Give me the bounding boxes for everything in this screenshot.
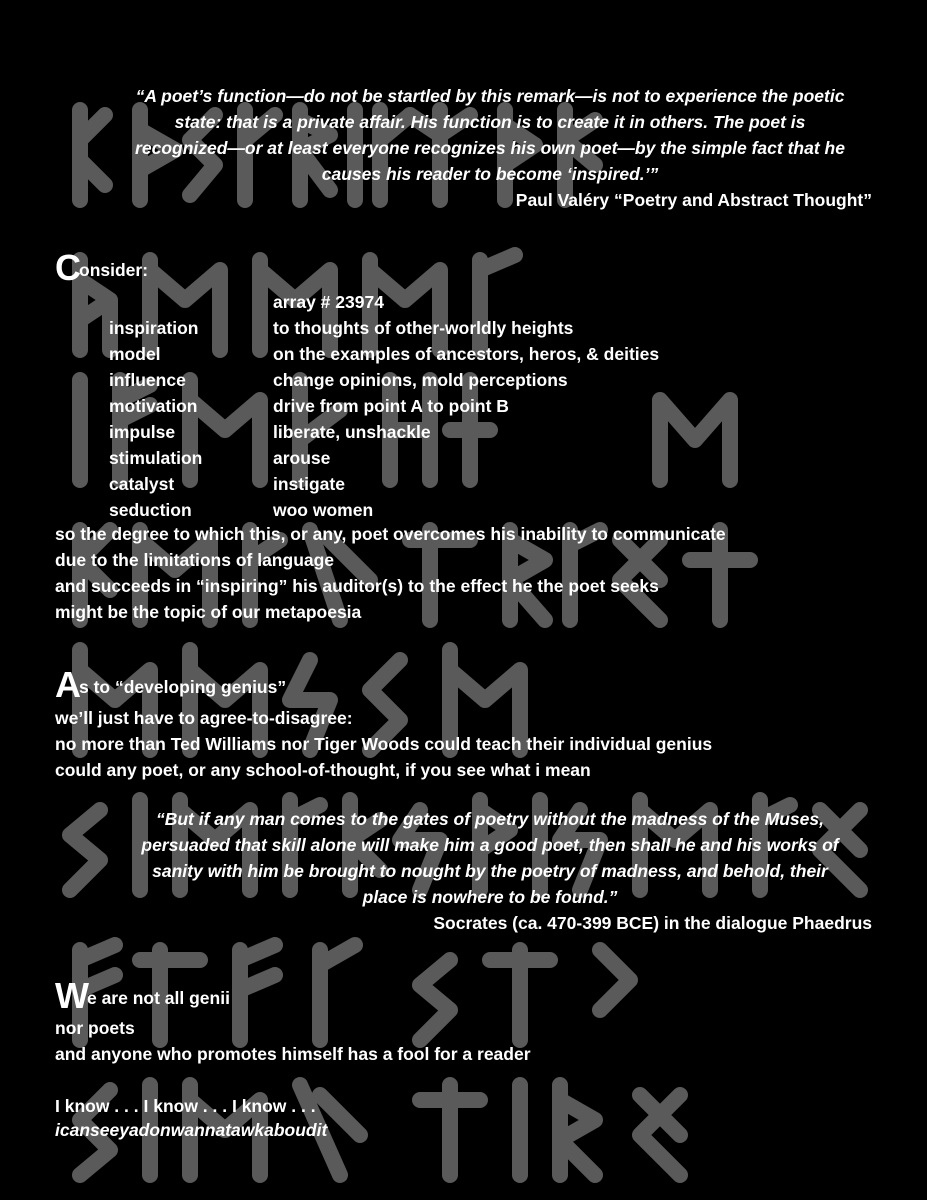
quote-line: recognized—or at least everyone recognizes his own poet—by the simple fact that he — [135, 138, 845, 158]
term: model — [109, 344, 161, 364]
body-line: nor poets — [55, 1018, 135, 1038]
drop-cap: C — [55, 247, 79, 288]
drop-cap: A — [55, 664, 79, 705]
quote-line: place is nowhere to be found.” — [362, 887, 618, 907]
definition: drive from point A to point B — [273, 396, 509, 416]
quote-line: causes his reader to become ‘inspired.’” — [321, 164, 659, 184]
term: influence — [109, 370, 186, 390]
quote-line: “But if any man comes to the gates of poetry without the madness of the Muses, — [155, 809, 824, 829]
body-line: no more than Ted Williams nor Tiger Woods could teach their individual genius — [55, 734, 713, 754]
definition: liberate, unshackle — [273, 422, 431, 442]
drop-cap: W — [55, 975, 87, 1016]
array-label: array # 23974 — [273, 292, 384, 312]
socrates-attribution: Socrates (ca. 470-399 BCE) in the dialogue Phaedrus — [433, 913, 872, 933]
body-line: could any poet, or any school-of-thought, if you see what i mean — [55, 760, 591, 780]
genii-heading — [55, 975, 230, 1016]
definition: arouse — [273, 448, 331, 468]
term: stimulation — [109, 448, 203, 468]
body-line: we’ll just have to agree-to-disagree: — [55, 708, 353, 728]
closing-italic-line: icanseeyadonwannatawkaboudit — [55, 1120, 328, 1140]
heading-text: onsider: — [79, 260, 149, 280]
term: seduction — [109, 500, 192, 520]
body-line: and succeeds in “inspiring” his auditor(s) to the effect he the poet seeks — [55, 576, 659, 596]
genius-heading — [55, 664, 287, 705]
definition: on the examples of ancestors, heros, & deities — [273, 344, 660, 364]
quote-line: state: that is a private affair. His function is to create it in others. The poet is — [174, 112, 806, 132]
body-line: so the degree to which this, or any, poet overcomes his inability to communicate — [55, 524, 726, 544]
definition: change opinions, mold perceptions — [273, 370, 568, 390]
quote-line: “A poet’s function—do not be startled by this remark—is not to experience the poetic — [135, 86, 845, 106]
heading-text: e are not all genii — [86, 988, 230, 1008]
heading-text: s to “developing genius” — [79, 677, 287, 697]
body-line: due to the limitations of language — [55, 550, 335, 570]
term: impulse — [109, 422, 176, 442]
definition: woo women — [273, 500, 374, 520]
body-line: and anyone who promotes himself has a fool for a reader — [55, 1044, 531, 1064]
definition: instigate — [273, 474, 345, 494]
quote-line: sanity with him be brought to nought by the poetry of madness, and behold, their — [152, 861, 828, 881]
valery-attribution: Paul Valéry “Poetry and Abstract Thought” — [515, 190, 872, 210]
quote-line: persuaded that skill alone will make him a good poet, then shall he and his works of — [141, 835, 839, 855]
valery-quote — [95, 83, 885, 187]
term: motivation — [109, 396, 198, 416]
socrates-quote — [95, 806, 885, 910]
term: inspiration — [109, 318, 199, 338]
definition: to thoughts of other-worldly heights — [273, 318, 574, 338]
consider-heading — [55, 247, 149, 288]
body-line: might be the topic of our metapoesia — [55, 602, 362, 622]
term: catalyst — [109, 474, 175, 494]
closing-line: I know . . . I know . . . I know . . . — [55, 1096, 316, 1116]
